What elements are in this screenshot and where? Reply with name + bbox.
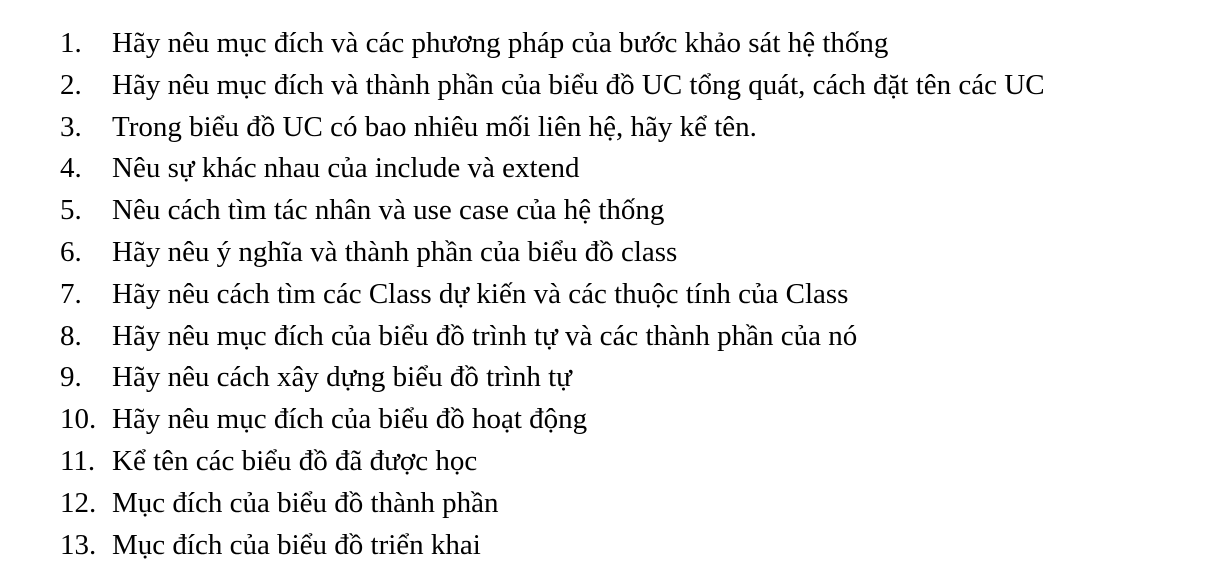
question-text: Hãy nêu mục đích của biểu đồ trình tự và các thành phần của nó [112, 319, 858, 352]
question-text: Nêu sự khác nhau của include và extend [112, 152, 580, 185]
question-item [60, 441, 1200, 483]
question-item [60, 274, 1200, 316]
question-number: 8. [60, 319, 82, 352]
question-list [60, 23, 1200, 566]
question-text: Mục đích của biểu đồ triển khai [112, 528, 481, 561]
question-text: Trong biểu đồ UC có bao nhiêu mối liên hệ, hãy kể tên. [112, 110, 757, 143]
question-item [60, 316, 1200, 358]
question-text: Nêu cách tìm tác nhân và use case của hệ thống [112, 194, 665, 227]
question-number: 5. [60, 194, 82, 227]
question-text: Hãy nêu mục đích và thành phần của biểu đồ UC tổng quát, cách đặt tên các UC [112, 68, 1045, 101]
question-text: Hãy nêu cách tìm các Class dự kiến và các thuộc tính của Class [112, 277, 849, 310]
question-text: Hãy nêu mục đích của biểu đồ hoạt động [112, 403, 588, 436]
question-item [60, 483, 1200, 525]
question-item [60, 357, 1200, 399]
question-number: 9. [60, 361, 82, 394]
question-item [60, 232, 1200, 274]
question-text: Kể tên các biểu đồ đã được học [112, 444, 478, 477]
question-text: Hãy nêu cách xây dựng biểu đồ trình tự [112, 361, 572, 394]
question-item [60, 148, 1200, 190]
question-text: Hãy nêu ý nghĩa và thành phần của biểu đồ class [112, 235, 678, 268]
question-number: 1. [60, 27, 82, 59]
question-item [60, 107, 1200, 149]
question-item [60, 525, 1200, 567]
question-item [60, 23, 1200, 65]
question-number: 3. [60, 110, 82, 143]
question-number: 2. [60, 68, 82, 101]
question-number: 4. [60, 152, 82, 185]
question-text: Mục đích của biểu đồ thành phần [112, 486, 499, 519]
question-text: Hãy nêu mục đích và các phương pháp của bước khảo sát hệ thống [112, 27, 889, 59]
question-number: 13. [60, 528, 97, 561]
question-number: 11. [60, 444, 96, 477]
question-item [60, 65, 1200, 107]
question-number: 7. [60, 277, 82, 310]
question-item [60, 399, 1200, 441]
question-number: 10. [60, 403, 97, 436]
question-number: 6. [60, 235, 82, 268]
question-number: 12. [60, 486, 97, 519]
question-item [60, 190, 1200, 232]
